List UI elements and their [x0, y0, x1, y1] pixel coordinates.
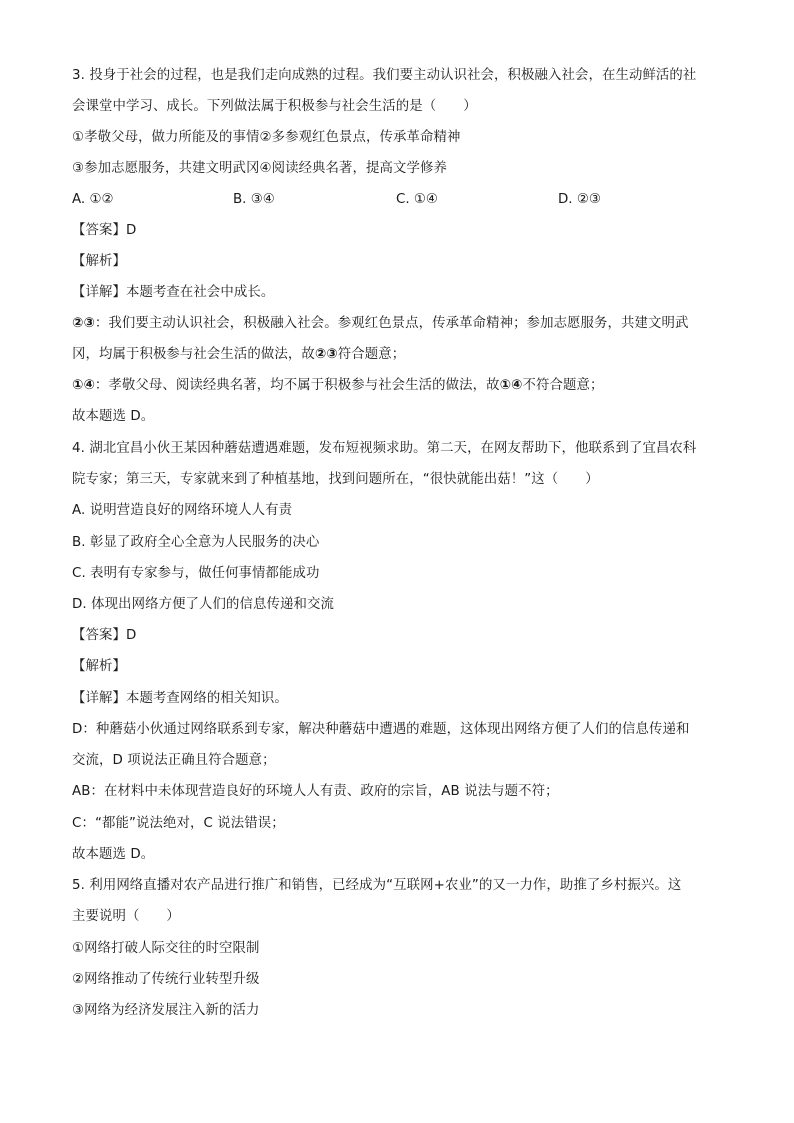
- q3-exp1-key: ②③: [72, 316, 95, 331]
- q3-explanation-line3: [72, 376, 603, 396]
- q3-explanation-line2: [72, 345, 405, 365]
- q3-analysis-heading: 【解析】: [72, 254, 126, 269]
- q3-option-d: D. ②③: [558, 192, 601, 207]
- q3-exp1b-pre: 冈，均属于积极参与社会生活的做法，故: [72, 347, 315, 362]
- q4-explanation-line2: 交流，D 项说法正确且符合题意；: [72, 753, 276, 768]
- q5-item1: ①网络打破人际交往的时空限制: [72, 941, 260, 956]
- q3-answer: 【答案】D: [72, 223, 137, 238]
- q4-stem-line2: 院专家；第三天，专家就来到了种植基地，找到问题所在，“很快就能出菇！”这（ ）: [72, 472, 599, 487]
- q4-option-a: A. 说明营造良好的网络环境人人有责: [72, 503, 293, 518]
- q5-stem-line2: 主要说明（ ）: [72, 909, 180, 924]
- q3-detail: 【详解】本题考查在社会中成长。: [72, 285, 275, 300]
- q3-option-b: B. ③④: [233, 192, 275, 207]
- q4-option-c: C. 表明有专家参与，做任何事情都能成功: [72, 566, 320, 581]
- q3-option-c: C. ①④: [396, 192, 438, 207]
- q4-explanation-line4: C：“都能”说法绝对，C 说法错误；: [72, 816, 285, 831]
- q3-exp1b-key: ②③: [314, 347, 338, 362]
- q4-option-d: D. 体现出网络方便了人们的信息传递和交流: [72, 597, 334, 612]
- q3-exp1b-post: 符合题意；: [337, 347, 406, 362]
- q3-item-line1: ①孝敬父母，做力所能及的事情②多参观红色景点，传承革命精神: [72, 130, 461, 145]
- q4-stem-line1: 4. 湖北宜昌小伙王某因种蘑菇遭遇难题，发布短视频求助。第二天，在网友帮助下，他联系到了宜昌农科: [72, 441, 697, 456]
- q3-exp2-text: ：孝敬父母、阅读经典名著，均不属于积极参与社会生活的做法，故: [94, 378, 500, 393]
- q3-option-a: A. ①②: [72, 192, 114, 207]
- q5-item2: ②网络推动了传统行业转型升级: [72, 972, 260, 987]
- q3-stem-line1: 3. 投身于社会的过程，也是我们走向成熟的过程。我们要主动认识社会，积极融入社会，在生动鲜活的社: [72, 68, 697, 83]
- q3-item-line2: ③参加志愿服务，共建文明武冈④阅读经典名著，提高文学修养: [72, 161, 447, 176]
- q3-explanation-line1: [72, 314, 688, 334]
- q4-analysis-heading: 【解析】: [72, 659, 126, 674]
- q3-conclusion: 故本题选 D。: [72, 409, 155, 424]
- q3-exp2-post: 不符合题意；: [522, 378, 604, 393]
- q4-explanation-line3: AB：在材料中未体现营造良好的环境人人有责、政府的宗旨，AB 说法与题不符；: [72, 784, 559, 799]
- q3-exp2-key: ①④: [72, 378, 95, 393]
- q3-stem-line2: 会课堂中学习、成长。下列做法属于积极参与社会生活的是（ ）: [72, 99, 477, 114]
- q3-exp2-key2: ①④: [499, 378, 523, 393]
- q5-item3: ③网络为经济发展注入新的活力: [72, 1003, 260, 1018]
- q4-detail: 【详解】本题考查网络的相关知识。: [72, 691, 288, 706]
- q4-explanation-line1: D：种蘑菇小伙通过网络联系到专家，解决种蘑菇中遭遇的难题，这体现出网络方便了人们的信息传递和: [72, 722, 690, 737]
- q5-stem-line1: 5. 利用网络直播对农产品进行推广和销售，已经成为“互联网+农业”的又一力作，助推了乡村振兴。这: [72, 878, 682, 893]
- q4-conclusion: 故本题选 D。: [72, 847, 155, 862]
- q3-exp1-text: ：我们要主动认识社会，积极融入社会。参观红色景点，传承革命精神；参加志愿服务，共建文明武: [94, 316, 689, 331]
- q4-answer: 【答案】D: [72, 628, 137, 643]
- q4-option-b: B. 彰显了政府全心全意为人民服务的决心: [72, 535, 320, 550]
